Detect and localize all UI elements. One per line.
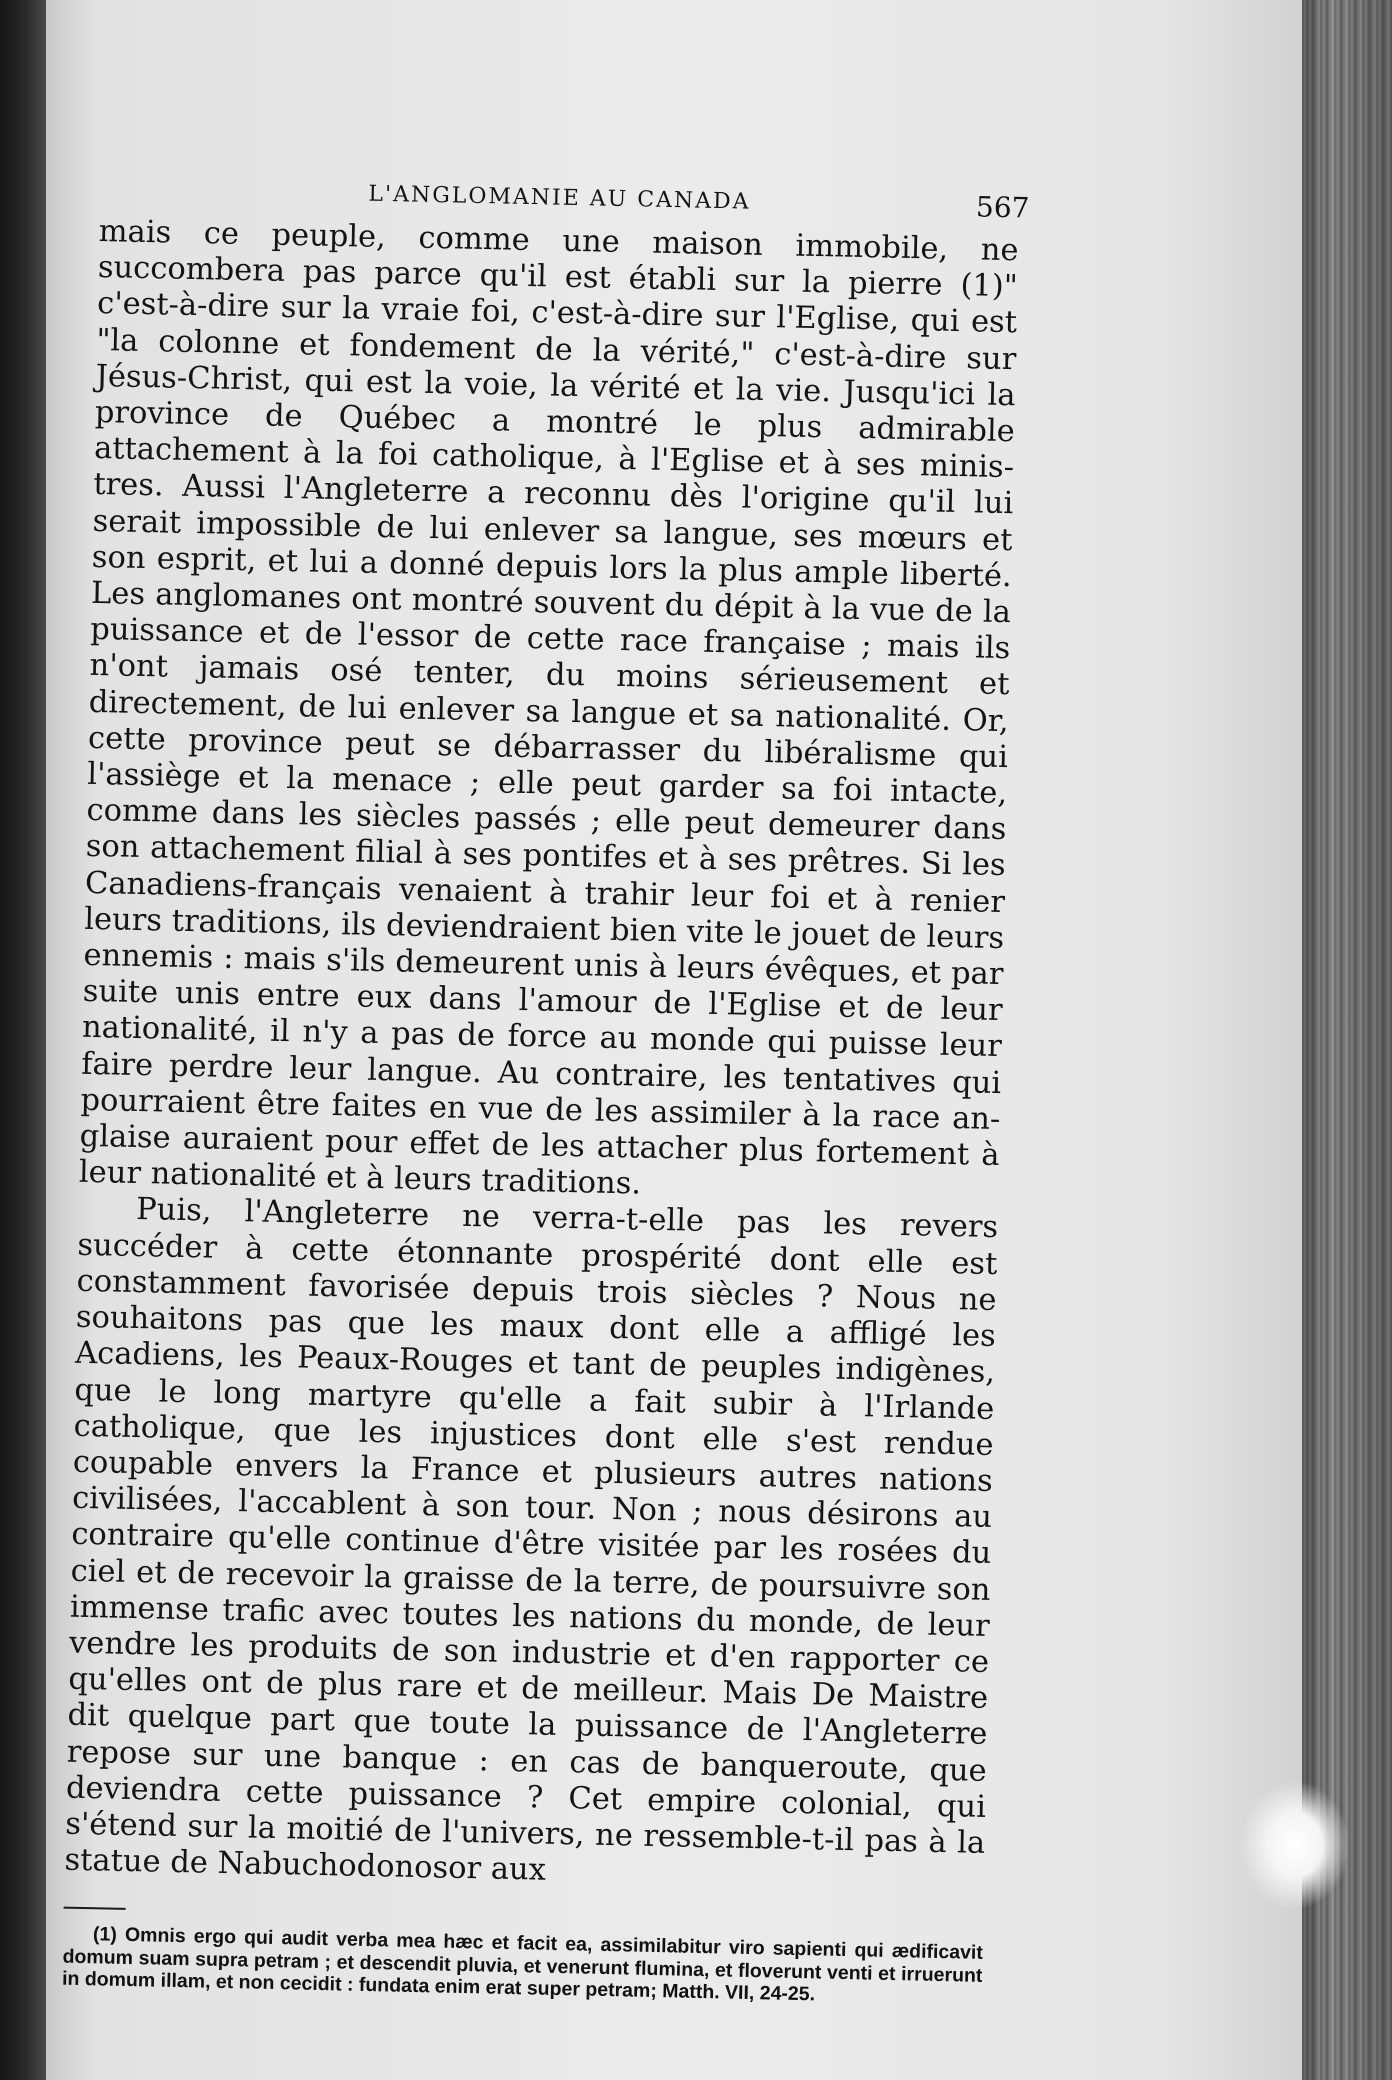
paragraph: Puis, l'Angleterre ne verra-t-elle pas les revers succéder à cette étonnante prospérité dont elle est constamment favorisée depuis trois siècles ? Nous ne souhaitons pas que les maux dont elle a affligé les Acadiens, les Peaux-Rouges et tant de peuples indigènes, que le long martyre qu'elle a fait subir à l'Irlande catholique, que les injustices dont elle s'est rendue coupable envers la France et plusieurs autres nations civilisées, l'accablent à son tour. Non ; nous désirons au contraire qu'elle continue d'être visitée par les rosées du ciel et de recevoir la graisse de la terre, de poursuivre son immense trafic avec toutes les nations du monde, de leur vendre les produits de son industrie et d'en rapporter ce qu'elles ont de plus rare et de meilleur. Mais De Maistre dit quelque part que toute la puissance de l'Angleterre repose sur une banque : en cas de banqueroute, que deviendra cette puissance ? Cet empire colonial, qui s'étend sur la moitié de l'univers, ne ressemble-t-il pas à la statue de Nabuchodonosor aux [64, 1192, 999, 1888]
paragraph: mais ce peuple, comme une maison immobile, ne succombera pas parce qu'il est établi sur la pierre (1)" c'est-à-dire sur la vraie foi, c'est-à-dire sur l'Eglise, qui est "la colonne et fondement de la vérité," c'est-à-dire sur Jésus-Christ, qui est la voie, la vérité et la vie. Jusqu'ici la province de Québec a montré le plus admirable attachement à la foi catholique, à l'Eglise et à ses ministres. Aussi l'Angleterre a reconnu dès l'origine qu'il lui serait impossible de lui enlever sa langue, ses mœurs et son esprit, et lui a donné depuis lors la plus ample liberté. Les anglomanes ont montré souvent du dépit à la vue de la puissance et de l'essor de cette race française ; mais ils n'ont jamais osé tenter, du moins sérieusement et directement, de lui enlever sa langue et sa nationalité. Or, cette province peut se débarrasser du libéralisme qui l'assiège et la menace ; elle peut garder sa foi intacte, comme dans les siècles passés ; elle peut demeurer dans son attachement filial à ses pontifes et à ses prêtres. Si les Canadiens-français venaient à trahir leur foi et à renier leurs traditions, ils deviendraient bien vite le jouet de leurs ennemis : mais s'ils demeurent unis à leurs évêques, et par suite unis entre eux dans l'amour de l'Eglise et de leur nationalité, il n'y a pas de force au monde qui puisse leur faire perdre leur langue. Au contraire, les tentatives qui pourraient être faites en vue de les assimiler à la race anglaise auraient pour effet de les attacher plus fortement à leur nationalité et à leurs traditions. [78, 213, 1019, 1202]
footnote-text: (1) Omnis ergo qui audit verba mea hæc et facit ea, assimilabitur viro sapienti qui ædificavit domum suam supra petram ; et descendit pluvia, et venerunt flumina, et floverunt venti et irruerunt in domum illam, et non cecidit : fundata enim erat super petram; Matth. VII, 24-25. [61, 1923, 984, 2006]
page-number: 567 [975, 190, 1030, 225]
running-title: L'ANGLOMANIE AU CANADA [368, 181, 751, 215]
footnote-rule [64, 1907, 126, 1910]
body-text [64, 214, 1019, 1898]
book-page-edges [1302, 0, 1392, 2080]
glare-spot [1240, 1780, 1350, 1910]
page-content [61, 170, 1030, 2010]
scanner-left-frame [0, 0, 46, 2080]
